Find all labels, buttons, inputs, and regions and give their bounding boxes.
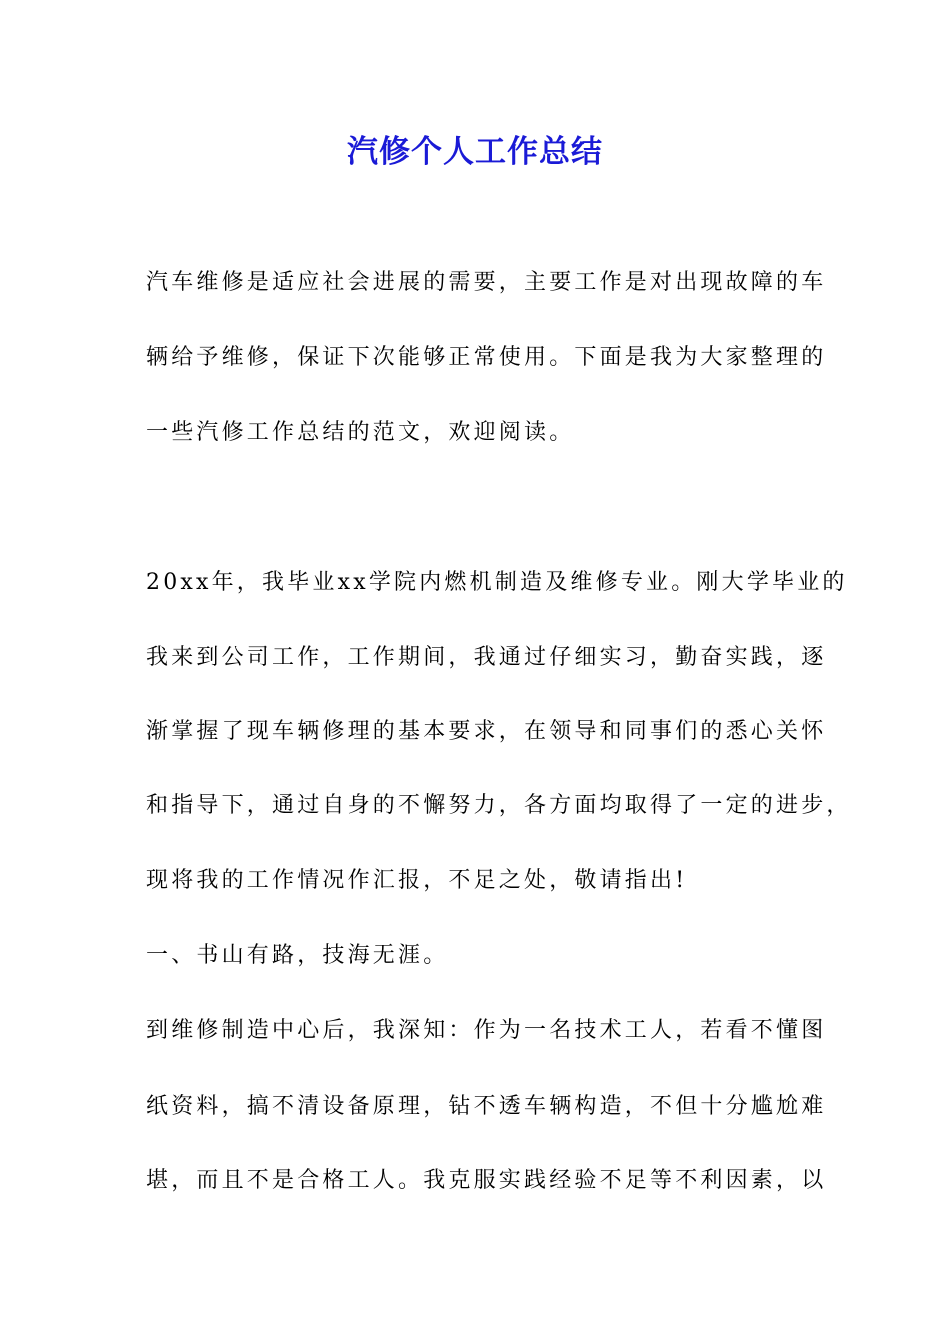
paragraph-line: 现将我的工作情况作汇报，不足之处，敬请指出! <box>146 868 688 893</box>
section-heading: 一、书山有路，技海无涯。 <box>146 943 449 968</box>
paragraph-line: 纸资料，搞不清设备原理，钻不透车辆构造，不但十分尴尬难 <box>146 1094 827 1119</box>
paragraph-line: 我来到公司工作，工作期间，我通过仔细实习，勤奋实践，逐 <box>146 645 827 670</box>
paragraph-line: 辆给予维修，保证下次能够正常使用。下面是我为大家整理的 <box>146 345 827 370</box>
paragraph-line: 20xx年，我毕业xx学院内燃机制造及维修专业。刚大学毕业的 <box>146 570 848 595</box>
paragraph-line: 汽车维修是适应社会进展的需要，主要工作是对出现故障的车 <box>146 270 827 295</box>
paragraph-line: 一些汽修工作总结的范文，欢迎阅读。 <box>146 420 575 445</box>
paragraph-line: 和指导下，通过自身的不懈努力，各方面均取得了一定的进步， <box>146 793 852 818</box>
paragraph-line: 渐掌握了现车辆修理的基本要求，在领导和同事们的悉心关怀 <box>146 719 827 744</box>
paragraph-line: 堪，而且不是合格工人。我克服实践经验不足等不利因素，以 <box>146 1168 827 1193</box>
document-title: 汽修个人工作总结 <box>347 134 603 170</box>
paragraph-line: 到维修制造中心后，我深知：作为一名技术工人，若看不懂图 <box>146 1018 827 1043</box>
